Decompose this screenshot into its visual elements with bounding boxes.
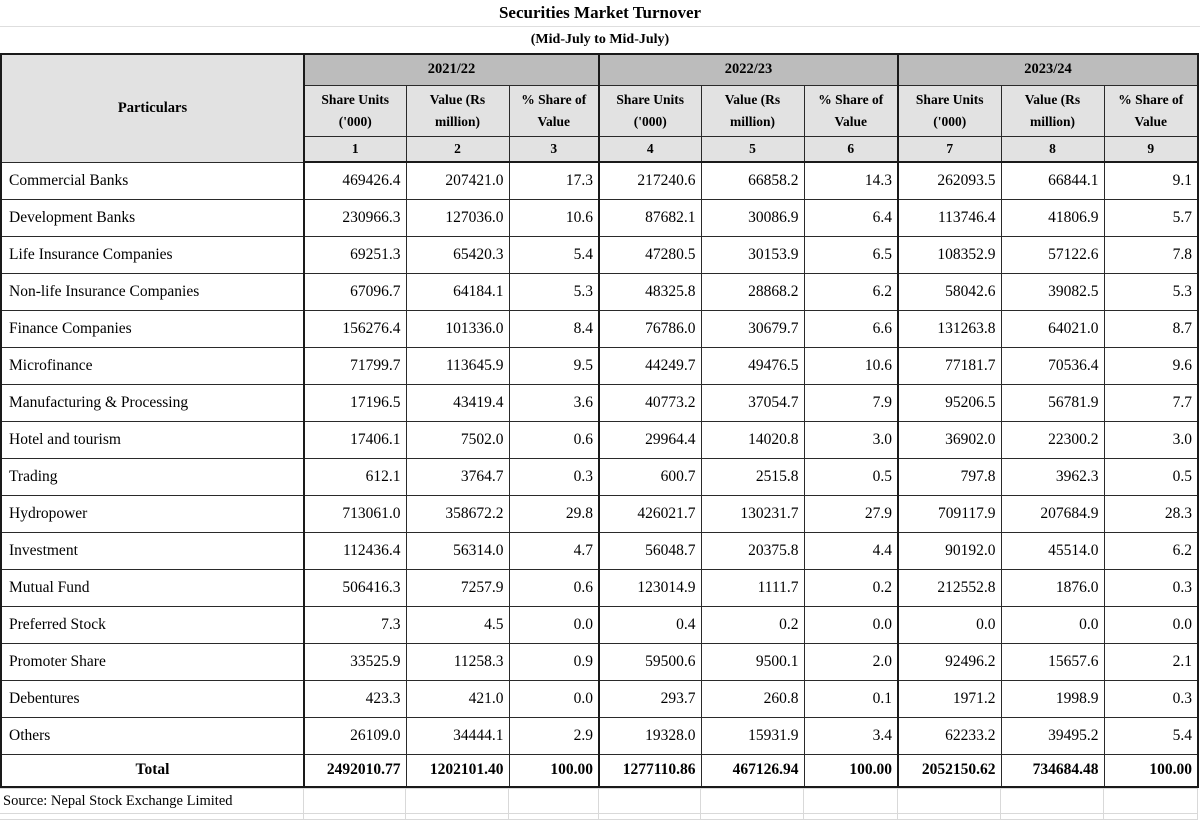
total-row bbox=[1, 754, 1198, 787]
cell-value: 47280.5 bbox=[599, 236, 701, 273]
column-header: Value (Rs million) bbox=[1001, 85, 1104, 136]
cell-value: 5.4 bbox=[1104, 717, 1198, 754]
column-header: Share Units ('000) bbox=[304, 85, 406, 136]
cell-value: 358672.2 bbox=[406, 495, 509, 532]
cell-value: 76786.0 bbox=[599, 310, 701, 347]
table-row bbox=[1, 532, 1198, 569]
cell-value: 0.3 bbox=[1104, 680, 1198, 717]
table-row bbox=[1, 606, 1198, 643]
empty-cell bbox=[803, 814, 897, 820]
cell-value: 5.7 bbox=[1104, 199, 1198, 236]
cell-value: 156276.4 bbox=[304, 310, 406, 347]
cell-value: 0.3 bbox=[509, 458, 599, 495]
source-row bbox=[0, 789, 1197, 814]
cell-value: 19328.0 bbox=[599, 717, 701, 754]
cell-value: 4.7 bbox=[509, 532, 599, 569]
cell-value: 207684.9 bbox=[1001, 495, 1104, 532]
total-value: 734684.48 bbox=[1001, 754, 1104, 787]
cell-value: 101336.0 bbox=[406, 310, 509, 347]
column-header: Share Units ('000) bbox=[599, 85, 701, 136]
cell-value: 3.4 bbox=[804, 717, 898, 754]
row-label: Hydropower bbox=[1, 495, 304, 532]
cell-value: 17406.1 bbox=[304, 421, 406, 458]
cell-value: 212552.8 bbox=[898, 569, 1001, 606]
row-label: Development Banks bbox=[1, 199, 304, 236]
cell-value: 230966.3 bbox=[304, 199, 406, 236]
cell-value: 797.8 bbox=[898, 458, 1001, 495]
cell-value: 217240.6 bbox=[599, 162, 701, 199]
header-year-group: 2021/22 bbox=[304, 54, 599, 85]
cell-value: 48325.8 bbox=[599, 273, 701, 310]
doc-title: Securities Market Turnover bbox=[0, 0, 1200, 27]
cell-value: 0.3 bbox=[1104, 569, 1198, 606]
cell-value: 3.6 bbox=[509, 384, 599, 421]
column-header: Value (Rs million) bbox=[701, 85, 804, 136]
source-note: Source: Nepal Stock Exchange Limited bbox=[0, 789, 303, 814]
cell-value: 6.6 bbox=[804, 310, 898, 347]
cell-value: 2.9 bbox=[509, 717, 599, 754]
cell-value: 56048.7 bbox=[599, 532, 701, 569]
table-row bbox=[1, 236, 1198, 273]
cell-value: 600.7 bbox=[599, 458, 701, 495]
cell-value: 43419.4 bbox=[406, 384, 509, 421]
empty-cell bbox=[1103, 789, 1197, 814]
cell-value: 3.0 bbox=[804, 421, 898, 458]
cell-value: 77181.7 bbox=[898, 347, 1001, 384]
cell-value: 113645.9 bbox=[406, 347, 509, 384]
column-number: 1 bbox=[304, 136, 406, 162]
cell-value: 6.5 bbox=[804, 236, 898, 273]
header-year-group: 2022/23 bbox=[599, 54, 898, 85]
column-number: 4 bbox=[599, 136, 701, 162]
row-label: Trading bbox=[1, 458, 304, 495]
cell-value: 6.4 bbox=[804, 199, 898, 236]
empty-cell bbox=[405, 789, 508, 814]
column-header: % Share of Value bbox=[804, 85, 898, 136]
cell-value: 0.4 bbox=[599, 606, 701, 643]
cell-value: 7257.9 bbox=[406, 569, 509, 606]
table-row bbox=[1, 717, 1198, 754]
cell-value: 33525.9 bbox=[304, 643, 406, 680]
cell-value: 62233.2 bbox=[898, 717, 1001, 754]
cell-value: 41806.9 bbox=[1001, 199, 1104, 236]
empty-cell bbox=[700, 814, 803, 820]
cell-value: 709117.9 bbox=[898, 495, 1001, 532]
column-header: % Share of Value bbox=[1104, 85, 1198, 136]
cell-value: 3764.7 bbox=[406, 458, 509, 495]
cell-value: 44249.7 bbox=[599, 347, 701, 384]
row-label: Hotel and tourism bbox=[1, 421, 304, 458]
cell-value: 58042.6 bbox=[898, 273, 1001, 310]
empty-cell bbox=[598, 814, 700, 820]
cell-value: 0.6 bbox=[509, 421, 599, 458]
cell-value: 6.2 bbox=[804, 273, 898, 310]
cell-value: 130231.7 bbox=[701, 495, 804, 532]
cell-value: 262093.5 bbox=[898, 162, 1001, 199]
cell-value: 17.3 bbox=[509, 162, 599, 199]
cell-value: 66858.2 bbox=[701, 162, 804, 199]
table-row bbox=[1, 458, 1198, 495]
cell-value: 34444.1 bbox=[406, 717, 509, 754]
cell-value: 66844.1 bbox=[1001, 162, 1104, 199]
column-number: 9 bbox=[1104, 136, 1198, 162]
table-row bbox=[1, 162, 1198, 199]
total-value: 100.00 bbox=[1104, 754, 1198, 787]
cell-value: 0.0 bbox=[1001, 606, 1104, 643]
cell-value: 7.9 bbox=[804, 384, 898, 421]
total-value: 2492010.77 bbox=[304, 754, 406, 787]
table-body bbox=[1, 162, 1198, 754]
column-number: 3 bbox=[509, 136, 599, 162]
cell-value: 71799.7 bbox=[304, 347, 406, 384]
row-label: Life Insurance Companies bbox=[1, 236, 304, 273]
empty-cell bbox=[405, 814, 508, 820]
empty-cell bbox=[1000, 814, 1103, 820]
empty-cell bbox=[303, 789, 405, 814]
row-label: Non-life Insurance Companies bbox=[1, 273, 304, 310]
cell-value: 0.0 bbox=[804, 606, 898, 643]
table-row bbox=[1, 569, 1198, 606]
empty-cell bbox=[303, 814, 405, 820]
cell-value: 0.1 bbox=[804, 680, 898, 717]
cell-value: 1971.2 bbox=[898, 680, 1001, 717]
cell-value: 70536.4 bbox=[1001, 347, 1104, 384]
cell-value: 69251.3 bbox=[304, 236, 406, 273]
cell-value: 612.1 bbox=[304, 458, 406, 495]
column-number: 6 bbox=[804, 136, 898, 162]
cell-value: 37054.7 bbox=[701, 384, 804, 421]
table-row bbox=[1, 643, 1198, 680]
cell-value: 15657.6 bbox=[1001, 643, 1104, 680]
cell-value: 3962.3 bbox=[1001, 458, 1104, 495]
row-label: Investment bbox=[1, 532, 304, 569]
table-row bbox=[1, 421, 1198, 458]
year-header-row bbox=[1, 54, 1198, 85]
table-row bbox=[1, 384, 1198, 421]
cell-value: 293.7 bbox=[599, 680, 701, 717]
cell-value: 28.3 bbox=[1104, 495, 1198, 532]
cell-value: 30153.9 bbox=[701, 236, 804, 273]
cell-value: 64184.1 bbox=[406, 273, 509, 310]
empty-cell bbox=[1103, 814, 1197, 820]
cell-value: 22300.2 bbox=[1001, 421, 1104, 458]
cell-value: 11258.3 bbox=[406, 643, 509, 680]
cell-value: 1111.7 bbox=[701, 569, 804, 606]
cell-value: 0.0 bbox=[1104, 606, 1198, 643]
cell-value: 7.3 bbox=[304, 606, 406, 643]
cell-value: 112436.4 bbox=[304, 532, 406, 569]
cell-value: 87682.1 bbox=[599, 199, 701, 236]
cell-value: 506416.3 bbox=[304, 569, 406, 606]
total-label: Total bbox=[1, 754, 304, 787]
cell-value: 4.5 bbox=[406, 606, 509, 643]
cell-value: 2.1 bbox=[1104, 643, 1198, 680]
column-number: 8 bbox=[1001, 136, 1104, 162]
empty-cell bbox=[508, 789, 598, 814]
cell-value: 113746.4 bbox=[898, 199, 1001, 236]
cell-value: 29.8 bbox=[509, 495, 599, 532]
cell-value: 9.1 bbox=[1104, 162, 1198, 199]
total-value: 100.00 bbox=[804, 754, 898, 787]
row-label: Preferred Stock bbox=[1, 606, 304, 643]
cell-value: 15931.9 bbox=[701, 717, 804, 754]
empty-cell bbox=[803, 789, 897, 814]
cell-value: 9.5 bbox=[509, 347, 599, 384]
column-number: 2 bbox=[406, 136, 509, 162]
cell-value: 64021.0 bbox=[1001, 310, 1104, 347]
cell-value: 10.6 bbox=[509, 199, 599, 236]
table-row bbox=[1, 347, 1198, 384]
cell-value: 421.0 bbox=[406, 680, 509, 717]
cell-value: 0.0 bbox=[898, 606, 1001, 643]
cell-value: 0.2 bbox=[701, 606, 804, 643]
cell-value: 260.8 bbox=[701, 680, 804, 717]
cell-value: 5.4 bbox=[509, 236, 599, 273]
cell-value: 2515.8 bbox=[701, 458, 804, 495]
cell-value: 39082.5 bbox=[1001, 273, 1104, 310]
cell-value: 5.3 bbox=[509, 273, 599, 310]
header-year-group: 2023/24 bbox=[898, 54, 1198, 85]
row-label: Promoter Share bbox=[1, 643, 304, 680]
cell-value: 123014.9 bbox=[599, 569, 701, 606]
cell-value: 127036.0 bbox=[406, 199, 509, 236]
turnover-table bbox=[0, 53, 1199, 788]
cell-value: 39495.2 bbox=[1001, 717, 1104, 754]
table-row bbox=[1, 495, 1198, 532]
row-label: Debentures bbox=[1, 680, 304, 717]
cell-value: 29964.4 bbox=[599, 421, 701, 458]
cell-value: 20375.8 bbox=[701, 532, 804, 569]
cell-value: 0.2 bbox=[804, 569, 898, 606]
cell-value: 30679.7 bbox=[701, 310, 804, 347]
grid-tail bbox=[0, 788, 1198, 820]
cell-value: 9500.1 bbox=[701, 643, 804, 680]
sliver-row bbox=[0, 814, 1197, 820]
table-row bbox=[1, 680, 1198, 717]
cell-value: 423.3 bbox=[304, 680, 406, 717]
cell-value: 0.0 bbox=[509, 606, 599, 643]
cell-value: 2.0 bbox=[804, 643, 898, 680]
table-row bbox=[1, 199, 1198, 236]
cell-value: 0.6 bbox=[509, 569, 599, 606]
cell-value: 1998.9 bbox=[1001, 680, 1104, 717]
empty-cell bbox=[508, 814, 598, 820]
cell-value: 56314.0 bbox=[406, 532, 509, 569]
cell-value: 4.4 bbox=[804, 532, 898, 569]
cell-value: 40773.2 bbox=[599, 384, 701, 421]
cell-value: 56781.9 bbox=[1001, 384, 1104, 421]
row-label: Commercial Banks bbox=[1, 162, 304, 199]
row-label: Manufacturing & Processing bbox=[1, 384, 304, 421]
cell-value: 10.6 bbox=[804, 347, 898, 384]
empty-cell bbox=[897, 814, 1000, 820]
cell-value: 5.3 bbox=[1104, 273, 1198, 310]
empty-cell bbox=[0, 814, 303, 820]
column-header: Value (Rs million) bbox=[406, 85, 509, 136]
total-value: 467126.94 bbox=[701, 754, 804, 787]
cell-value: 14020.8 bbox=[701, 421, 804, 458]
cell-value: 7502.0 bbox=[406, 421, 509, 458]
empty-cell bbox=[598, 789, 700, 814]
cell-value: 7.7 bbox=[1104, 384, 1198, 421]
cell-value: 67096.7 bbox=[304, 273, 406, 310]
column-number: 5 bbox=[701, 136, 804, 162]
cell-value: 27.9 bbox=[804, 495, 898, 532]
header-particulars: Particulars bbox=[1, 54, 304, 162]
cell-value: 90192.0 bbox=[898, 532, 1001, 569]
cell-value: 131263.8 bbox=[898, 310, 1001, 347]
doc-subtitle: (Mid-July to Mid-July) bbox=[530, 32, 670, 47]
table-row bbox=[1, 310, 1198, 347]
total-value: 1202101.40 bbox=[406, 754, 509, 787]
cell-value: 95206.5 bbox=[898, 384, 1001, 421]
cell-value: 0.5 bbox=[804, 458, 898, 495]
cell-value: 0.5 bbox=[1104, 458, 1198, 495]
column-header: Share Units ('000) bbox=[898, 85, 1001, 136]
cell-value: 8.4 bbox=[509, 310, 599, 347]
cell-value: 426021.7 bbox=[599, 495, 701, 532]
cell-value: 713061.0 bbox=[304, 495, 406, 532]
empty-cell bbox=[897, 789, 1000, 814]
cell-value: 207421.0 bbox=[406, 162, 509, 199]
cell-value: 108352.9 bbox=[898, 236, 1001, 273]
cell-value: 30086.9 bbox=[701, 199, 804, 236]
cell-value: 57122.6 bbox=[1001, 236, 1104, 273]
cell-value: 8.7 bbox=[1104, 310, 1198, 347]
cell-value: 28868.2 bbox=[701, 273, 804, 310]
row-label: Microfinance bbox=[1, 347, 304, 384]
cell-value: 49476.5 bbox=[701, 347, 804, 384]
cell-value: 6.2 bbox=[1104, 532, 1198, 569]
cell-value: 9.6 bbox=[1104, 347, 1198, 384]
cell-value: 65420.3 bbox=[406, 236, 509, 273]
cell-value: 469426.4 bbox=[304, 162, 406, 199]
cell-value: 0.0 bbox=[509, 680, 599, 717]
cell-value: 3.0 bbox=[1104, 421, 1198, 458]
table-row bbox=[1, 273, 1198, 310]
cell-value: 92496.2 bbox=[898, 643, 1001, 680]
cell-value: 14.3 bbox=[804, 162, 898, 199]
cell-value: 59500.6 bbox=[599, 643, 701, 680]
cell-value: 0.9 bbox=[509, 643, 599, 680]
total-value: 2052150.62 bbox=[898, 754, 1001, 787]
total-value: 100.00 bbox=[509, 754, 599, 787]
empty-cell bbox=[1000, 789, 1103, 814]
cell-value: 45514.0 bbox=[1001, 532, 1104, 569]
total-value: 1277110.86 bbox=[599, 754, 701, 787]
row-label: Others bbox=[1, 717, 304, 754]
column-number: 7 bbox=[898, 136, 1001, 162]
cell-value: 17196.5 bbox=[304, 384, 406, 421]
column-header: % Share of Value bbox=[509, 85, 599, 136]
cell-value: 26109.0 bbox=[304, 717, 406, 754]
cell-value: 7.8 bbox=[1104, 236, 1198, 273]
cell-value: 36902.0 bbox=[898, 421, 1001, 458]
row-label: Finance Companies bbox=[1, 310, 304, 347]
row-label: Mutual Fund bbox=[1, 569, 304, 606]
empty-cell bbox=[700, 789, 803, 814]
cell-value: 1876.0 bbox=[1001, 569, 1104, 606]
